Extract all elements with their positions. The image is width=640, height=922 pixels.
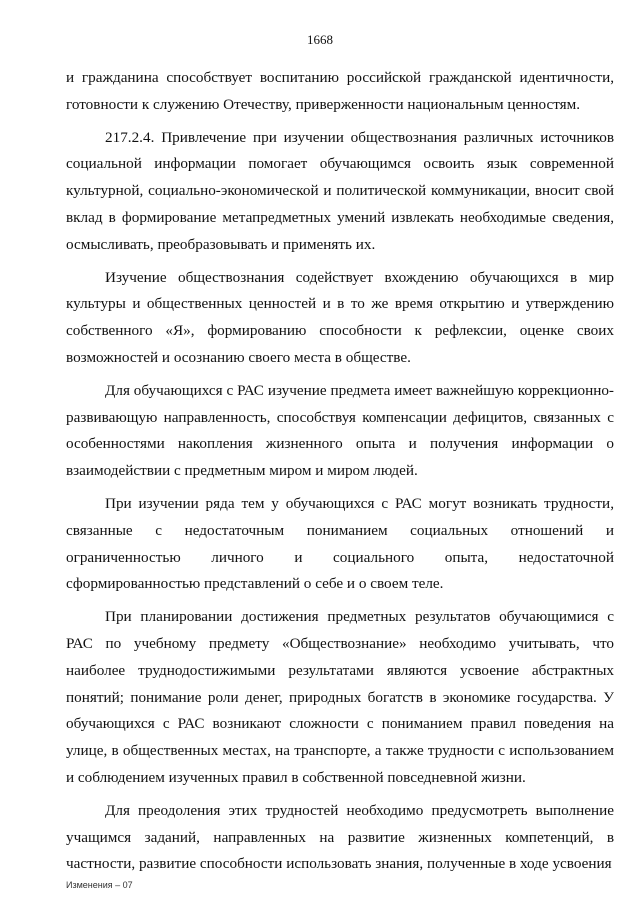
paragraph-ras-difficulties: При изучении ряда тем у обучающихся с РАС могут возникать трудности, связанные с недостаточным пониманием социальных отношений и ограниченностью личного и социального опыта, недостаточной сформированностью представлений о себе и о своем теле. [66,494,614,593]
paragraph-ras-correction: Для обучающихся с РАС изучение предмета имеет важнейшую коррекционно-развивающую направленность, способствуя компенсации дефицитов, связанных с особенностями накопления жизненного опыта и получения информации о взаимодействии с предметным миром и миром людей. [66,381,614,480]
paragraph-overcoming-difficulties: Для преодоления этих трудностей необходимо предусмотреть выполнение учащимся заданий, направленных на развитие жизненных компетенций, в частности, развитие способности использовать знания, полученные в ходе усвоения [66,801,614,873]
footer-revision: Изменения – 07 [66,880,133,890]
paragraph-217-2-4: 217.2.4. Привлечение при изучении обществознания различных источников социальной информации помогает обучающимся освоить язык современной культурной, социально-экономической и политической коммуникации, вносит свой вклад в формирование метапредметных умений извлекать необходимые сведения, осмысливать, преобразовывать и применять их. [66,128,614,253]
document-body [66,65,614,878]
paragraph-social-values: Изучение обществознания содействует вхождению обучающихся в мир культуры и общественных ценностей и в то же время открытию и утверждению собственного «Я», формированию способности к рефлексии, оценке своих возможностей и осознанию своего места в обществе. [66,268,614,366]
page-number: 1668 [307,32,333,47]
paragraph-continuation: и гражданина способствует воспитанию российской гражданской идентичности, готовности к служению Отечеству, приверженности национальным ценностям. [66,69,614,113]
paragraph-planning-results: При планировании достижения предметных результатов обучающимися с РАС по учебному предмету «Обществознание» необходимо учитывать, что наиболее труднодостижимыми результатами являются усвоение абстрактных понятий; понимание роли денег, природных богатств в экономике государства. У обучающихся с РАС возникают сложности с пониманием правил поведения на улице, в общественных местах, на транспорте, а также трудности с использованием и соблюдением изученных правил в собственной повседневной жизни. [66,608,614,786]
